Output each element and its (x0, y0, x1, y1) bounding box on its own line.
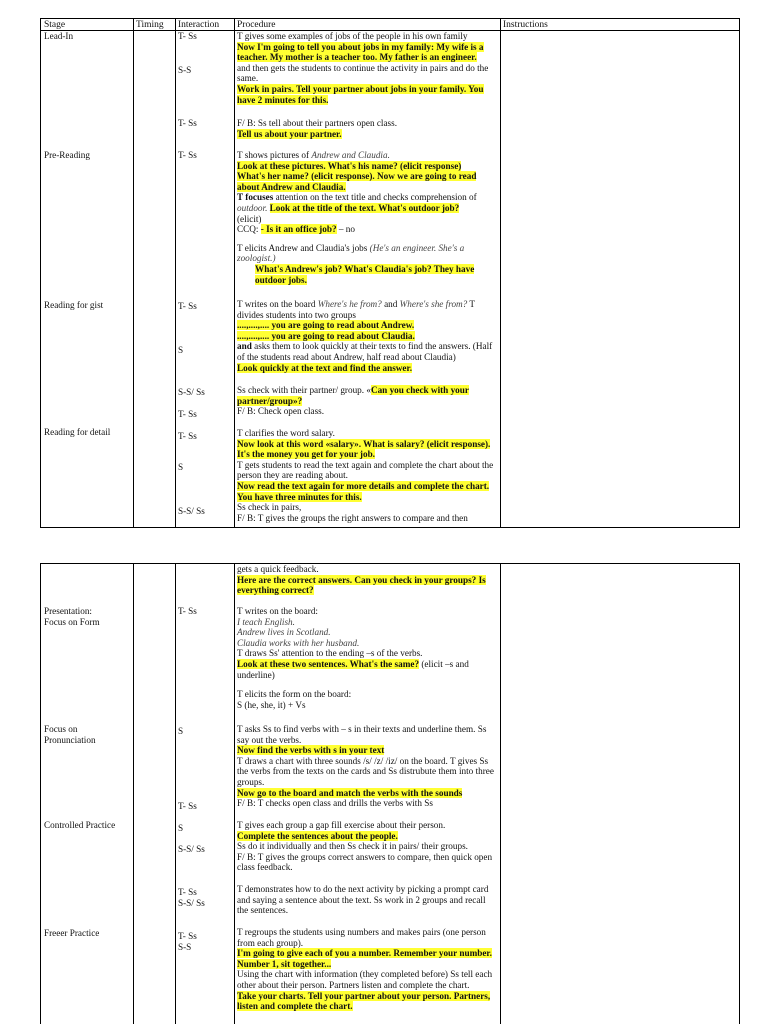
procedure-check (237, 385, 495, 417)
teacher-instruction: ....,....,.... you are going to read about Andrew. (237, 320, 415, 331)
procedure-controlled-practice (237, 820, 495, 873)
procedure-text: gets a quick feedback. (237, 564, 319, 574)
procedure-text: Where's she from? (399, 299, 468, 309)
procedure-text: Ss do it individually and then Ss check it in pairs/ their groups. (237, 841, 468, 852)
teacher-instruction: Now look at this word «salary». What is salary? (elicit response). It's the money you get for your job. (237, 438, 491, 460)
procedure-text: F/ B: T gives the groups the right answers to compare and then (237, 512, 468, 523)
procedure-reading-detail (237, 428, 495, 523)
stage-label: Focus on Form (44, 616, 100, 627)
stage-reading-gist: Reading for gist (44, 300, 104, 310)
procedure-text: T gives some examples of jobs of the people in his own family (237, 31, 468, 41)
stage-pronunciation (44, 724, 96, 745)
interaction-label: S-S/ Ss (178, 506, 205, 516)
procedure-reading-gist (237, 299, 495, 373)
interaction-label: S-S/ Ss (178, 844, 205, 854)
interaction-label: T- Ss (178, 118, 197, 128)
procedure-text: T shows pictures of (237, 150, 310, 160)
interaction-label: T- Ss (178, 931, 197, 941)
procedure-text: T gives each group a gap fill exercise about their person. (237, 820, 446, 830)
stage-lead-in: Lead-In (44, 31, 74, 41)
procedure-text: T regroups the students using numbers and makes pairs (one person from each group). (237, 927, 486, 948)
procedure-text: T writes on the board: (237, 606, 318, 616)
procedure-text: F/ B: T gives the groups correct answers to compare, then quick open class feedback. (237, 851, 493, 873)
procedure-pre-reading (237, 150, 495, 285)
teacher-instruction: Look at the title of the text. What's outdoor job? (269, 202, 460, 213)
teacher-instruction: Can you check with your partner/group»? (237, 385, 469, 406)
interaction-label: T- Ss (178, 431, 197, 441)
procedure-text: Ss check in pairs, (237, 502, 302, 513)
procedure-text: T clarifies the word salary. (237, 428, 335, 438)
interaction-label: T- Ss (178, 409, 197, 419)
procedure-lead-in (237, 31, 495, 105)
teacher-instruction: Look quickly at the text and find the answer. (237, 362, 413, 373)
interaction-label: T- Ss (178, 606, 197, 616)
stage-label: Presentation: (44, 606, 92, 616)
teacher-instruction: Now read the text again for more details and complete the chart. You have three minutes for this. (237, 480, 490, 502)
procedure-text: Where's he from? (317, 299, 382, 309)
interaction-label: T- Ss (178, 301, 197, 311)
stage-pre-reading: Pre-Reading (44, 150, 90, 160)
interaction-label: S-S (178, 942, 192, 952)
interaction-label: S (178, 726, 184, 736)
procedure-demonstration (237, 884, 495, 916)
header-interaction: Interaction (178, 20, 220, 30)
procedure-text: CCQ: (237, 224, 259, 235)
procedure-text: T focuses (237, 192, 274, 203)
procedure-feedback (237, 564, 495, 596)
procedure-feedback (237, 118, 495, 139)
interaction-label: S (178, 345, 184, 355)
interaction-label: S-S/ Ss (178, 898, 205, 908)
procedure-text: and (384, 299, 398, 309)
example-sentence: Claudia works with her husband. (237, 637, 360, 648)
header-procedure: Procedure (237, 20, 276, 30)
procedure-text: F/ B: Check open class. (237, 406, 325, 417)
stage-reading-detail: Reading for detail (44, 427, 111, 437)
teacher-instruction: Tell us about your partner. (237, 128, 342, 139)
procedure-text: and (237, 341, 252, 352)
procedure-presentation (237, 606, 495, 710)
procedure-text: and then gets the students to continue the activity in pairs and do the same. (237, 62, 489, 84)
procedure-text: outdoor. (237, 202, 268, 213)
interaction-label: S (178, 462, 184, 472)
procedure-text: T demonstrates how to do the next activity by picking a prompt card and saying a sentence about the text. Ss work in 2 groups and recall the sentences. (237, 884, 489, 916)
interaction-label: S (178, 823, 184, 833)
procedure-text: F/ B: Ss tell about their partners open class. (237, 118, 397, 128)
teacher-instruction: Look at these pictures. What's his name? (elicit response) (237, 160, 462, 171)
stage-controlled-practice: Controlled Practice (44, 820, 116, 830)
procedure-text: Ss check with their partner/ group. « (237, 385, 371, 395)
teacher-instruction: I'm going to give each of you a number. Remember your number. Number 1, sit together... (237, 948, 492, 969)
example-sentence: I teach English. (237, 616, 295, 627)
procedure-text: (elicit –s and underline) (237, 658, 469, 680)
lesson-plan-table-1 (40, 18, 740, 528)
procedure-text: T writes on the board (237, 299, 316, 309)
teacher-instruction: ....,....,.... you are going to read about Claudia. (237, 330, 415, 341)
procedure-text: T elicits Andrew and Claudia's jobs (237, 242, 368, 253)
form-formula: S (he, she, it) + Vs (237, 699, 306, 710)
interaction-label: T- Ss (178, 31, 197, 41)
header-stage: Stage (44, 20, 66, 30)
procedure-text: T elicits the form on the board: (237, 689, 352, 700)
procedure-pronunciation (237, 724, 495, 809)
procedure-text: (He's an engineer. She's a zoologist.) (237, 242, 465, 264)
procedure-text: F/ B: T checks open class and drills the verbs with Ss (237, 798, 433, 809)
procedure-text: attention on the text title and checks comprehension of (275, 192, 477, 203)
teacher-instruction: What's her name? (elicit response). Now we are going to read about Andrew and Claudia. (237, 171, 477, 192)
interaction-label: T- Ss (178, 150, 197, 160)
stage-label: Focus on (44, 724, 78, 734)
procedure-freer-practice (237, 927, 495, 1012)
procedure-text: T draws Ss' attention to the ending –s of the verbs. (237, 648, 423, 659)
procedure-text: T asks Ss to find verbs with – s in their texts and underline them. Ss say out the verbs. (237, 724, 487, 745)
header-instructions: Instructions (503, 20, 548, 30)
teacher-instruction: Look at these two sentences. What's the same? (237, 658, 420, 669)
procedure-text: asks them to look quickly at their texts to find the answers. (Half of the students read about Andrew, half read about Claudia) (237, 341, 493, 362)
procedure-text: – no (338, 224, 355, 235)
teacher-instruction: Here are the correct answers. Can you check in your groups? Is everything correct? (237, 574, 486, 596)
procedure-text: Andrew and Claudia. (311, 150, 390, 160)
procedure-text: T gets students to read the text again and complete the chart about the person they are reading about. (237, 459, 494, 481)
interaction-label: T- Ss (178, 801, 197, 811)
stage-freer-practice: Freeer Practice (44, 928, 100, 938)
teacher-instruction: Work in pairs. Tell your partner about jobs in your family. You have 2 minutes for this. (237, 83, 484, 105)
teacher-instruction: - Is it an office job? (260, 224, 337, 235)
teacher-instruction: Now I'm going to tell you about jobs in my family: My wife is a teacher. My mother is a teacher too. My father is an engineer. (237, 41, 484, 63)
stage-presentation (44, 606, 100, 627)
procedure-text: (elicit) (237, 213, 262, 224)
teacher-instruction: Take your charts. Tell your partner about your person. Partners, listen and complete the chart. (237, 990, 491, 1012)
teacher-instruction: What's Andrew's job? What's Claudia's job? They have outdoor jobs. (255, 263, 475, 285)
lesson-plan-table-2 (40, 563, 740, 1024)
teacher-instruction: Complete the sentences about the people. (237, 830, 398, 841)
interaction-label: T- Ss (178, 887, 197, 897)
interaction-label: S-S/ Ss (178, 387, 205, 397)
example-sentence: Andrew lives in Scotland. (237, 627, 331, 638)
procedure-text: T draws a chart with three sounds /s/ /z/ /iz/ on the board. T gives Ss the verbs from the texts on the cards and Ss distrubute them into three groups. (237, 755, 494, 787)
teacher-instruction: Now go to the board and match the verbs with the sounds (237, 787, 463, 798)
stage-label: Pronunciation (44, 734, 96, 745)
procedure-text: Using the chart with information (they completed before) Ss tell each other about their person. Partners listen and complete the chart. (237, 969, 493, 990)
interaction-label: S-S (178, 65, 192, 75)
teacher-instruction: Now find the verbs with s in your text (237, 745, 385, 756)
procedure-text: T divides students into two groups (237, 299, 475, 320)
header-timing: Timing (136, 20, 164, 30)
